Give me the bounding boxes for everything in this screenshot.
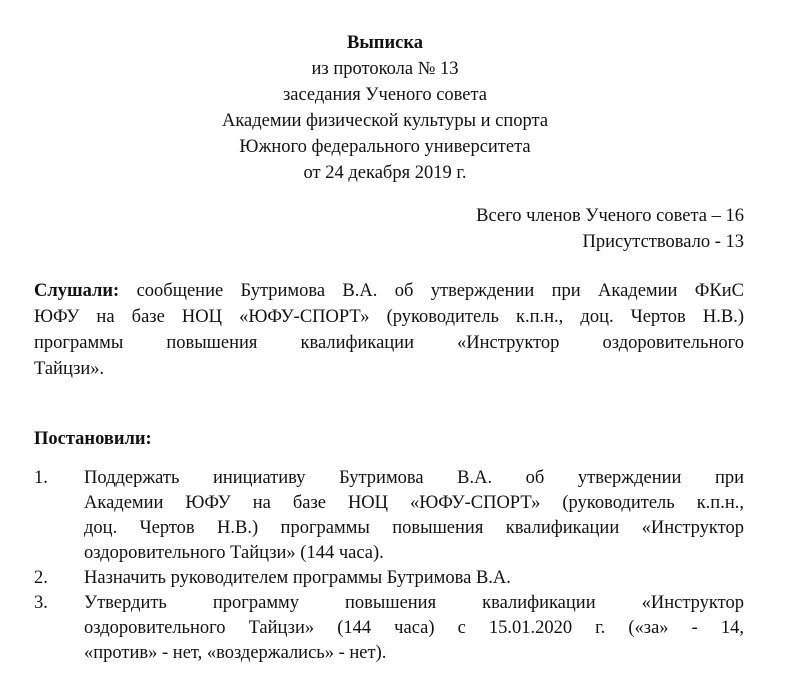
decision-item-1 — [34, 466, 744, 566]
total-members: Всего членов Ученого совета – 16 — [476, 206, 744, 226]
decision-line: «против» - нет, «воздержались» - нет). — [84, 643, 387, 663]
heard-line-1 — [34, 278, 744, 304]
header-line-meeting: заседания Ученого совета — [282, 85, 488, 105]
present-members: Присутствовало - 13 — [582, 232, 744, 252]
attendance-stats — [476, 203, 744, 255]
heard-line-2: ЮФУ на базе НОЦ «ЮФУ-СПОРТ» (руководитель к.п.н., доц. Чертов Н.В.) — [34, 307, 744, 327]
heard-line-3: программы повышения квалификации «Инструктор оздоровительного — [34, 333, 744, 353]
decision-line: Утвердить программу повышения квалификации «Инструктор — [84, 593, 744, 613]
decision-line: Назначить руководителем программы Бутримова В.А. — [84, 568, 511, 588]
header-line-academy: Академии физической культуры и спорта — [221, 111, 549, 131]
decision-line: Академии ЮФУ на базе НОЦ «ЮФУ-СПОРТ» (руководитель к.п.н., — [84, 493, 744, 513]
header-line-university: Южного федерального университета — [239, 137, 531, 157]
decision-number: 3. — [34, 593, 48, 613]
document-header — [0, 30, 770, 186]
decisions-list — [34, 466, 744, 666]
heard-section — [34, 278, 744, 382]
decision-number: 2. — [34, 568, 48, 588]
decision-number: 1. — [34, 468, 48, 488]
decided-label: Постановили: — [34, 429, 152, 449]
document-title: Выписка — [347, 33, 423, 53]
decision-line: оздоровительного Тайцзи» (144 часа). — [84, 543, 384, 563]
heard-label: Слушали: — [34, 281, 120, 301]
decision-item-2 — [34, 566, 744, 591]
decision-line: Поддержать инициативу Бутримова В.А. об утверждении при — [84, 468, 744, 488]
heard-text-1: сообщение Бутримова В.А. об утверждении при Академии ФКиС — [136, 281, 744, 301]
header-line-protocol: из протокола № 13 — [311, 59, 459, 79]
decision-line: оздоровительного Тайцзи» (144 часа) с 15.01.2020 г. («за» - 14, — [84, 618, 744, 638]
decision-item-3 — [34, 591, 744, 666]
decision-line: доц. Чертов Н.В.) программы повышения квалификации «Инструктор — [84, 518, 744, 538]
header-line-date: от 24 декабря 2019 г. — [303, 163, 467, 183]
heard-line-4: Тайцзи». — [34, 359, 105, 379]
